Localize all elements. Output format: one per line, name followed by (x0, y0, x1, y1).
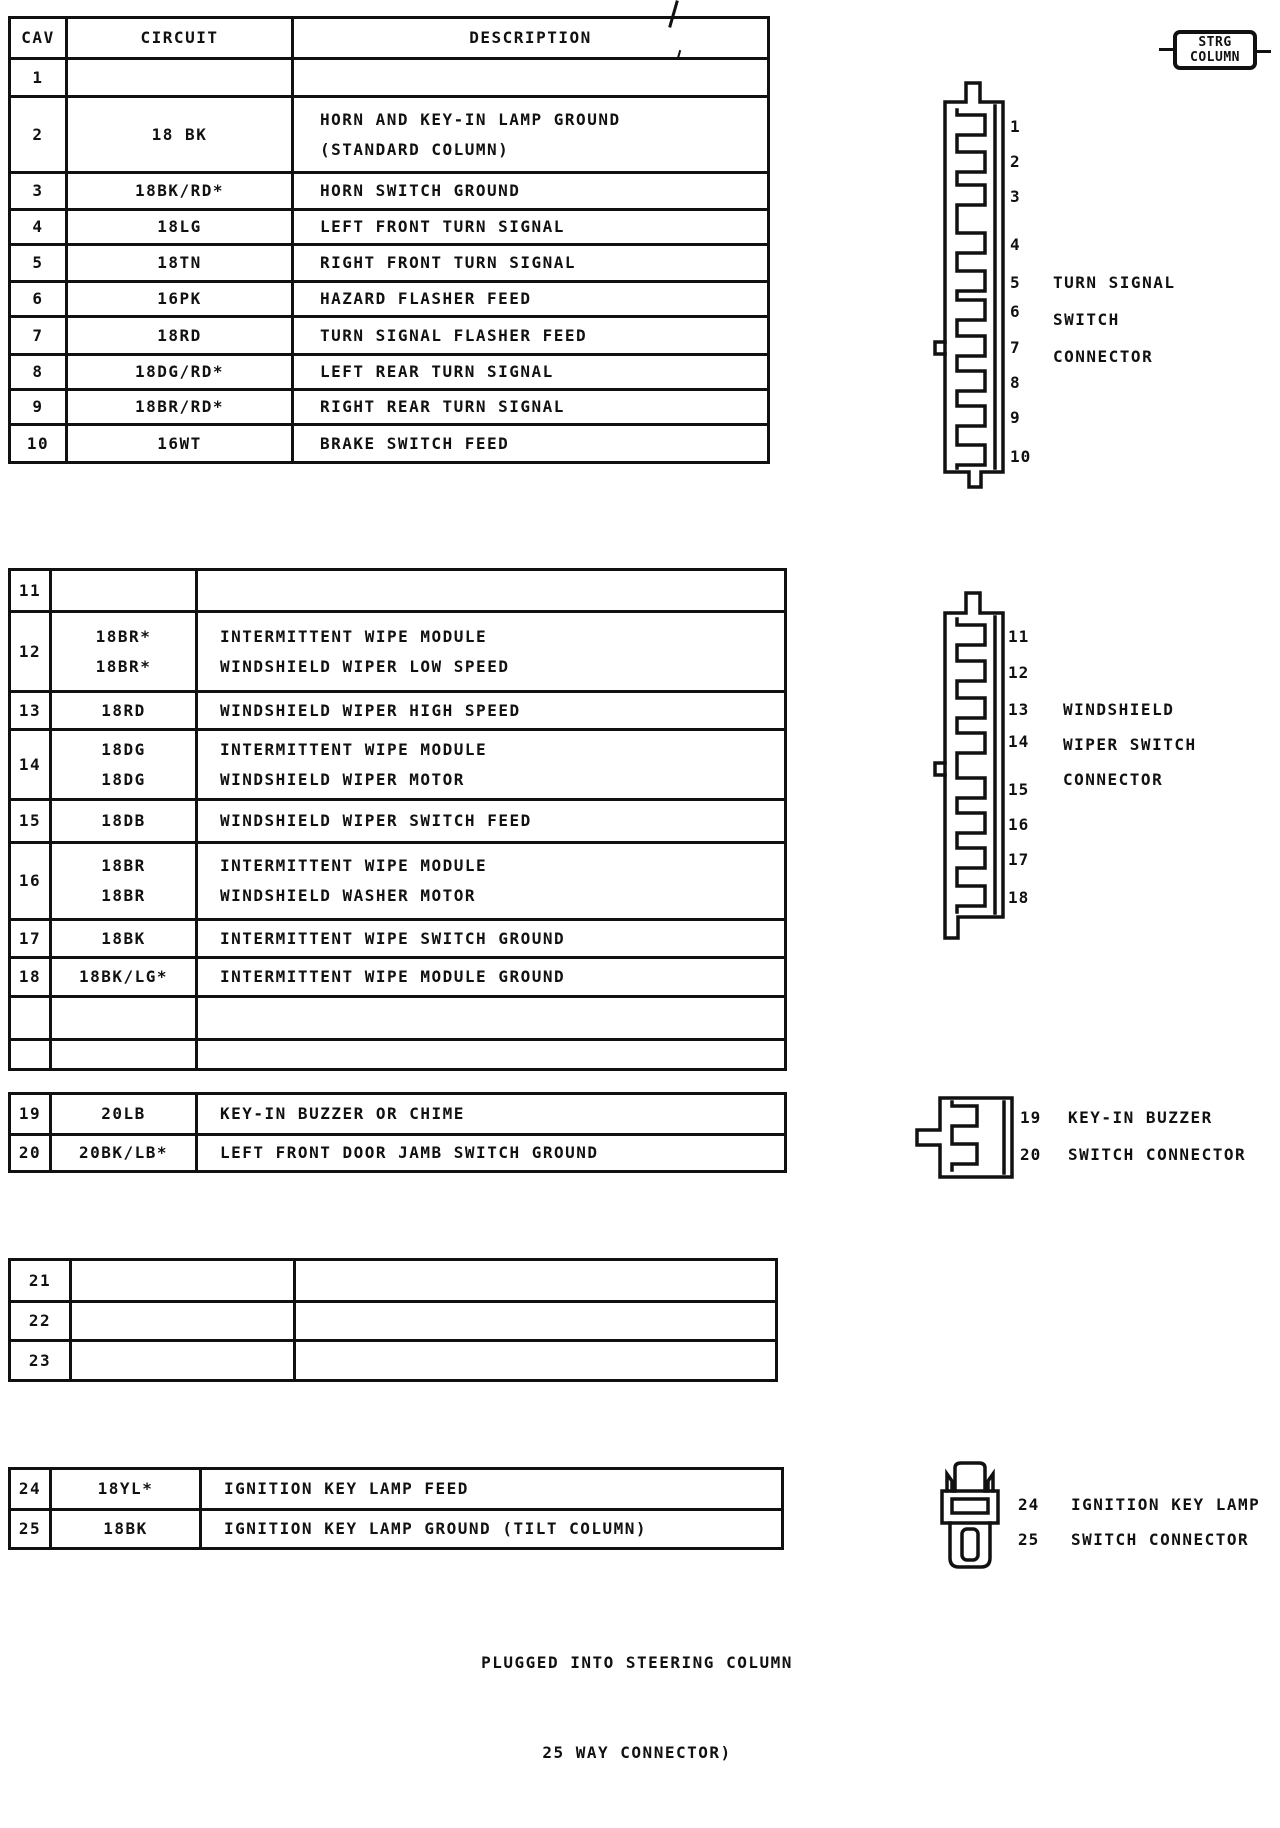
description-cell (291, 60, 767, 95)
circuit-cell (65, 318, 291, 353)
cell-text-line: WINDSHIELD WIPER LOW SPEED (220, 656, 510, 676)
strg-tag-left-lead (1159, 48, 1173, 51)
cell-text-line: LEFT REAR TURN SIGNAL (320, 362, 554, 381)
description-cell (291, 98, 767, 171)
connector-label-line: TURN SIGNAL (1053, 273, 1176, 292)
cav-cell: 7 (32, 325, 44, 345)
description-cell (291, 211, 767, 243)
circuit-cell (65, 391, 291, 423)
cav-cell: 18 (18, 967, 42, 986)
table-row (11, 610, 784, 690)
circuit-cell (49, 571, 195, 610)
connector-label-line: WINDSHIELD (1063, 700, 1175, 719)
cell-text-line: WINDSHIELD WIPER HIGH SPEED (220, 700, 521, 720)
circuit-cell (49, 1136, 195, 1170)
circuit-cell (49, 731, 195, 798)
circuit-cell (49, 998, 195, 1038)
cell-text-line: INTERMITTENT WIPE SWITCH GROUND (220, 928, 566, 948)
pin-number: 10 (1010, 447, 1032, 466)
strg-tag-right-lead (1257, 50, 1271, 53)
connector-label-line: SWITCH (1053, 310, 1120, 329)
cell-text-line: 18BK/LG* (78, 967, 169, 986)
description-cell (195, 844, 784, 918)
description-cell (291, 318, 767, 353)
cell-text-line: 18DG (101, 769, 146, 789)
cell-text-line: INTERMITTENT WIPE MODULE (220, 856, 488, 875)
pin-number: 18 (1008, 888, 1030, 907)
pin-number: 13 (1008, 700, 1030, 719)
table-row (11, 1133, 784, 1170)
table-row (11, 571, 784, 610)
cell-text-line: 18DB (101, 811, 146, 830)
circuit-cell (49, 959, 195, 995)
cell-text-line: 18BK (103, 1519, 148, 1538)
table-row (11, 95, 767, 171)
pin-number: 16 (1008, 815, 1030, 834)
pin-number: 24 (1018, 1495, 1040, 1514)
cell-text-line: WINDSHIELD WASHER MOTOR (220, 886, 477, 905)
description-cell (291, 283, 767, 315)
table-row (11, 171, 767, 208)
circuit-cell (65, 98, 291, 171)
connector-label-line: SWITCH CONNECTOR (1071, 1530, 1250, 1549)
table-row (11, 995, 784, 1038)
cell-text-line: INTERMITTENT WIPE MODULE GROUND (220, 967, 566, 986)
circuit-cell (69, 1261, 293, 1300)
cavities-21-23 (8, 1258, 778, 1382)
cav-cell: 19 (18, 1104, 42, 1123)
cell-text-line: INTERMITTENT WIPE MODULE (220, 626, 488, 646)
pin-number: 11 (1008, 627, 1030, 646)
connector-label-line: WIPER SWITCH (1063, 735, 1197, 754)
description-cell (293, 1303, 775, 1339)
description-cell (195, 731, 784, 798)
description-cell (199, 1511, 781, 1547)
circuit-cell (69, 1303, 293, 1339)
cav-cell: 20 (18, 1143, 42, 1162)
cav-cell: 17 (18, 928, 42, 948)
connector-label-line: CONNECTOR (1053, 347, 1154, 366)
table-row (11, 315, 767, 353)
cav-cell: 11 (18, 580, 42, 600)
description-cell (291, 246, 767, 280)
cell-text-line: 18DG/RD* (134, 362, 225, 381)
cell-text-line: INTERMITTENT WIPE MODULE (220, 739, 488, 759)
circuit-cell (49, 1041, 195, 1068)
cell-text-line: IGNITION KEY LAMP GROUND (TILT COLUMN) (224, 1519, 648, 1538)
cell-text-line: HORN SWITCH GROUND (320, 181, 521, 200)
cell-text-line: 18RD (101, 700, 146, 720)
cav-cell: 5 (32, 253, 44, 272)
cell-text-line: TURN SIGNAL FLASHER FEED (320, 325, 588, 345)
circuit-cell (65, 174, 291, 208)
circuit-cell (65, 426, 291, 461)
table-row (11, 243, 767, 280)
cell-text-line: KEY-IN BUZZER OR CHIME (220, 1104, 465, 1123)
cav-cell (11, 1041, 49, 1068)
cell-text-line: 18 BK (151, 124, 208, 144)
cav-cell: 4 (32, 217, 44, 236)
cav-cell: 25 (18, 1519, 42, 1538)
pin-number: 6 (1010, 302, 1021, 321)
connector-label-line: KEY-IN BUZZER (1068, 1108, 1213, 1127)
cav-cell: 16 (18, 871, 42, 890)
table-row (11, 1261, 775, 1300)
cav-cell: 22 (28, 1311, 52, 1330)
table-row (11, 841, 784, 918)
cell-text-line: WINDSHIELD WIPER MOTOR (220, 769, 465, 789)
cell-text-line: RIGHT REAR TURN SIGNAL (320, 397, 565, 416)
footer-note-line2: 25 WAY CONNECTOR) (542, 1743, 732, 1762)
cell-text-line: 18DG (101, 739, 146, 759)
circuit-cell (49, 844, 195, 918)
table-row (11, 423, 767, 461)
description-cell (195, 959, 784, 995)
cav-cell (11, 998, 49, 1038)
cell-text-line: 18BR* (95, 656, 152, 676)
windshield-wiper-connector-drawing (930, 585, 1015, 945)
description-cell (293, 1342, 775, 1379)
description-cell (291, 174, 767, 208)
circuit-header: CIRCUIT (65, 19, 291, 57)
table-row (11, 388, 767, 423)
cav-cell: 13 (18, 700, 42, 720)
cell-text-line: 18BR (101, 886, 146, 905)
cav-cell: 1 (32, 67, 44, 87)
cell-text-line: LEFT FRONT TURN SIGNAL (320, 217, 565, 236)
table-row (11, 798, 784, 841)
cell-text-line: HAZARD FLASHER FEED (320, 289, 532, 308)
table-row (11, 1095, 784, 1133)
circuit-cell (49, 921, 195, 956)
description-cell (195, 571, 784, 610)
cavities-24-25 (8, 1467, 784, 1550)
key-in-buzzer-connector-drawing (905, 1092, 1020, 1184)
circuit-cell (65, 211, 291, 243)
cav-cell: 10 (26, 433, 50, 453)
cavities-19-20 (8, 1092, 787, 1173)
table-row (11, 353, 767, 388)
table-row (11, 1300, 775, 1339)
turn-signal-connector-drawing (930, 80, 1015, 492)
description-cell (291, 391, 767, 423)
cav-cell: 3 (32, 181, 44, 200)
table-row (11, 208, 767, 243)
pin-number: 14 (1008, 732, 1030, 751)
cav-cell: 2 (32, 124, 44, 144)
cell-text-line: 18BK/RD* (134, 181, 225, 200)
strg-tag-line2: COLUMN (1190, 50, 1240, 65)
pin-number: 4 (1010, 235, 1021, 254)
pin-number: 17 (1008, 850, 1030, 869)
description-cell (195, 921, 784, 956)
description-header: DESCRIPTION (291, 19, 767, 57)
pin-number: 19 (1020, 1108, 1042, 1127)
table-row (11, 57, 767, 95)
description-cell (195, 693, 784, 728)
pin-number: 7 (1010, 338, 1021, 357)
description-cell (195, 998, 784, 1038)
cav-cell: 9 (32, 397, 44, 416)
description-cell (195, 801, 784, 841)
connector-label-line: IGNITION KEY LAMP (1071, 1495, 1261, 1514)
cell-text-line: 18BR/RD* (134, 397, 225, 416)
cav-cell: 23 (28, 1350, 52, 1370)
cell-text-line: 18BK (101, 928, 146, 948)
circuit-cell (65, 246, 291, 280)
cav-cell: 15 (18, 811, 42, 830)
cell-text-line: 18LG (157, 217, 202, 236)
cell-text-line: 20LB (101, 1104, 146, 1123)
circuit-cell (49, 1511, 199, 1547)
table-row (11, 956, 784, 995)
table-row (11, 1038, 784, 1068)
table-row (11, 690, 784, 728)
cell-text-line: 18TN (157, 253, 202, 272)
cell-text-line: LEFT FRONT DOOR JAMB SWITCH GROUND (220, 1143, 599, 1162)
cell-text-line: 18RD (157, 325, 202, 345)
pin-number: 20 (1020, 1145, 1042, 1164)
table-row (11, 728, 784, 798)
cav-header: CAV (21, 28, 55, 47)
description-cell (291, 356, 767, 388)
cav-cell: 24 (18, 1479, 42, 1498)
description-cell (199, 1470, 781, 1508)
description-cell (195, 1041, 784, 1068)
table-row (11, 1470, 781, 1508)
pin-number: 12 (1008, 663, 1030, 682)
circuit-cell (49, 693, 195, 728)
cell-text-line: BRAKE SWITCH FEED (320, 433, 510, 453)
description-cell (195, 1095, 784, 1133)
table-row (11, 1508, 781, 1547)
cavities-1-10 (8, 16, 770, 464)
pin-number: 8 (1010, 373, 1021, 392)
cell-text-line: 18BR (101, 856, 146, 875)
table-row (11, 918, 784, 956)
cell-text-line: IGNITION KEY LAMP FEED (224, 1479, 469, 1498)
circuit-cell (49, 1095, 195, 1133)
table-row (11, 1339, 775, 1379)
footer-note-line1: PLUGGED INTO STEERING COLUMN (481, 1653, 793, 1672)
cell-text-line: 18YL* (97, 1479, 154, 1498)
pin-number: 1 (1010, 117, 1021, 136)
circuit-cell (49, 1470, 199, 1508)
circuit-cell (49, 801, 195, 841)
strg-column-tag (1173, 30, 1257, 70)
cell-text-line: 16WT (157, 433, 202, 453)
connector-label-line: CONNECTOR (1063, 770, 1164, 789)
cav-cell: 21 (28, 1270, 52, 1290)
pin-number: 15 (1008, 780, 1030, 799)
circuit-cell (49, 613, 195, 690)
circuit-cell (65, 283, 291, 315)
cell-text-line: HORN AND KEY-IN LAMP GROUND (320, 109, 621, 129)
cell-text-line: 20BK/LB* (78, 1143, 169, 1162)
connector-label-line: SWITCH CONNECTOR (1068, 1145, 1247, 1164)
cav-cell: 12 (18, 641, 42, 661)
cav-cell: 14 (18, 754, 42, 774)
cell-text-line: RIGHT FRONT TURN SIGNAL (320, 253, 577, 272)
pin-number: 9 (1010, 408, 1021, 427)
circuit-cell (65, 356, 291, 388)
circuit-cell (65, 60, 291, 95)
cell-text-line: WINDSHIELD WIPER SWITCH FEED (220, 811, 532, 830)
pin-number: 25 (1018, 1530, 1040, 1549)
circuit-cell (69, 1342, 293, 1379)
pin-number: 5 (1010, 273, 1021, 292)
ignition-key-lamp-connector-drawing (935, 1455, 1005, 1575)
cavities-11-18 (8, 568, 787, 1071)
cell-text-line: (STANDARD COLUMN) (320, 139, 510, 159)
cell-text-line: 18BR* (95, 626, 152, 646)
description-cell (195, 1136, 784, 1170)
table-row (11, 280, 767, 315)
table-header-row (11, 19, 767, 57)
description-cell (195, 613, 784, 690)
pin-number: 2 (1010, 152, 1021, 171)
cell-text-line: 16PK (157, 289, 202, 308)
strg-tag-line1: STRG (1198, 35, 1232, 50)
footer-note (397, 1588, 877, 1828)
cav-cell: 8 (32, 362, 44, 381)
pin-number: 3 (1010, 187, 1021, 206)
description-cell (291, 426, 767, 461)
cav-cell: 6 (32, 289, 44, 308)
description-cell (293, 1261, 775, 1300)
